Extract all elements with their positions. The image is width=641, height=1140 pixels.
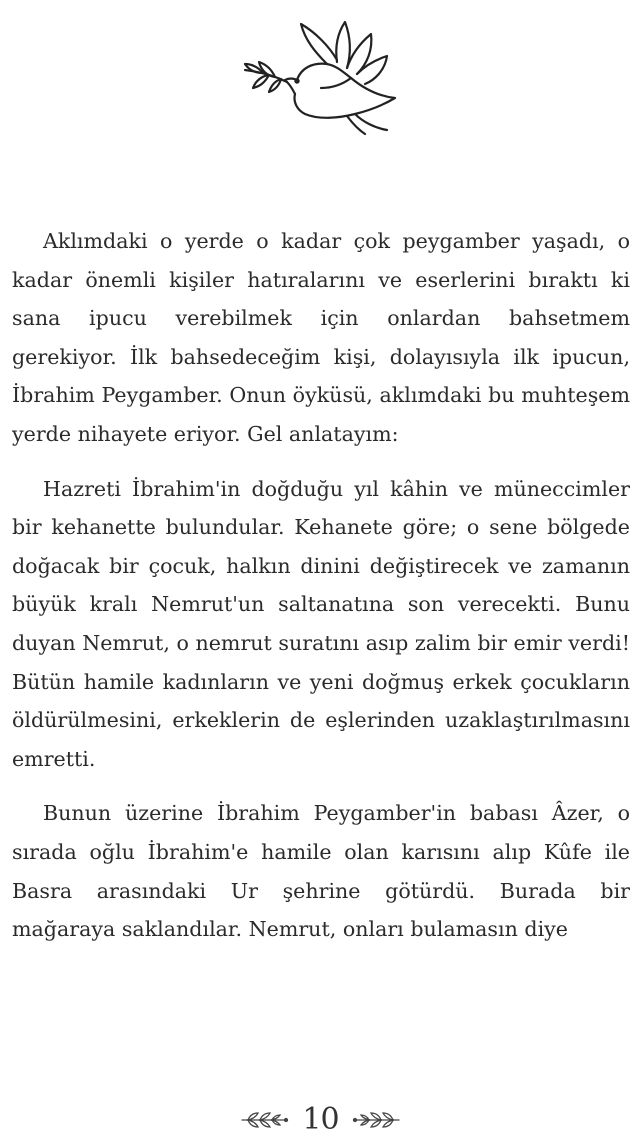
page-number: 10	[302, 1102, 339, 1137]
leaf-ornament-icon	[351, 1109, 403, 1131]
leaf-ornament-icon	[238, 1109, 290, 1131]
paragraph: Aklımdaki o yerde o kadar çok peygamber yaşadı, o kadar önemli kişiler hatıralarını ve eserlerini bıraktı ki sana ipucu verebilmek için onlardan bahsetmem gerekiyor. İlk bahsedeceğim kişi, dolayısıyla ilk ipucun, İbrahim Peygamber. Onun öyküsü, aklımdaki bu muhteşem yerde nihayete eriyor. Gel anlatayım:	[12, 229, 630, 446]
paragraph: Hazreti İbrahim'in doğduğu yıl kâhin ve müneccimler bir kehanette bulundular. Kehanete göre; o sene bölgede doğacak bir çocuk, halkın dinini değiştirecek ve zamanın büyük kralı Nemrut'un saltanatına son verecekti. Bunu duyan Nemrut, o nemrut suratını asıp zalim bir emir verdi! Bütün hamile kadınların ve yeni doğmuş erkek çocukların öldürülmesini, erkeklerin de eşlerinden uzaklaştırılmasını emretti.	[12, 476, 630, 771]
text-body	[12, 222, 630, 949]
dove-with-olive-branch-icon	[235, 18, 405, 138]
paragraph: Bunun üzerine İbrahim Peygamber'in babası Âzer, o sırada oğlu İbrahim'e hamile olan karısını alıp Kûfe ile Basra arasındaki Ur şehrine götürdü. Burada bir mağaraya saklandılar. Nemrut, onları bulamasın diye	[12, 801, 630, 942]
page-footer	[0, 1100, 641, 1140]
